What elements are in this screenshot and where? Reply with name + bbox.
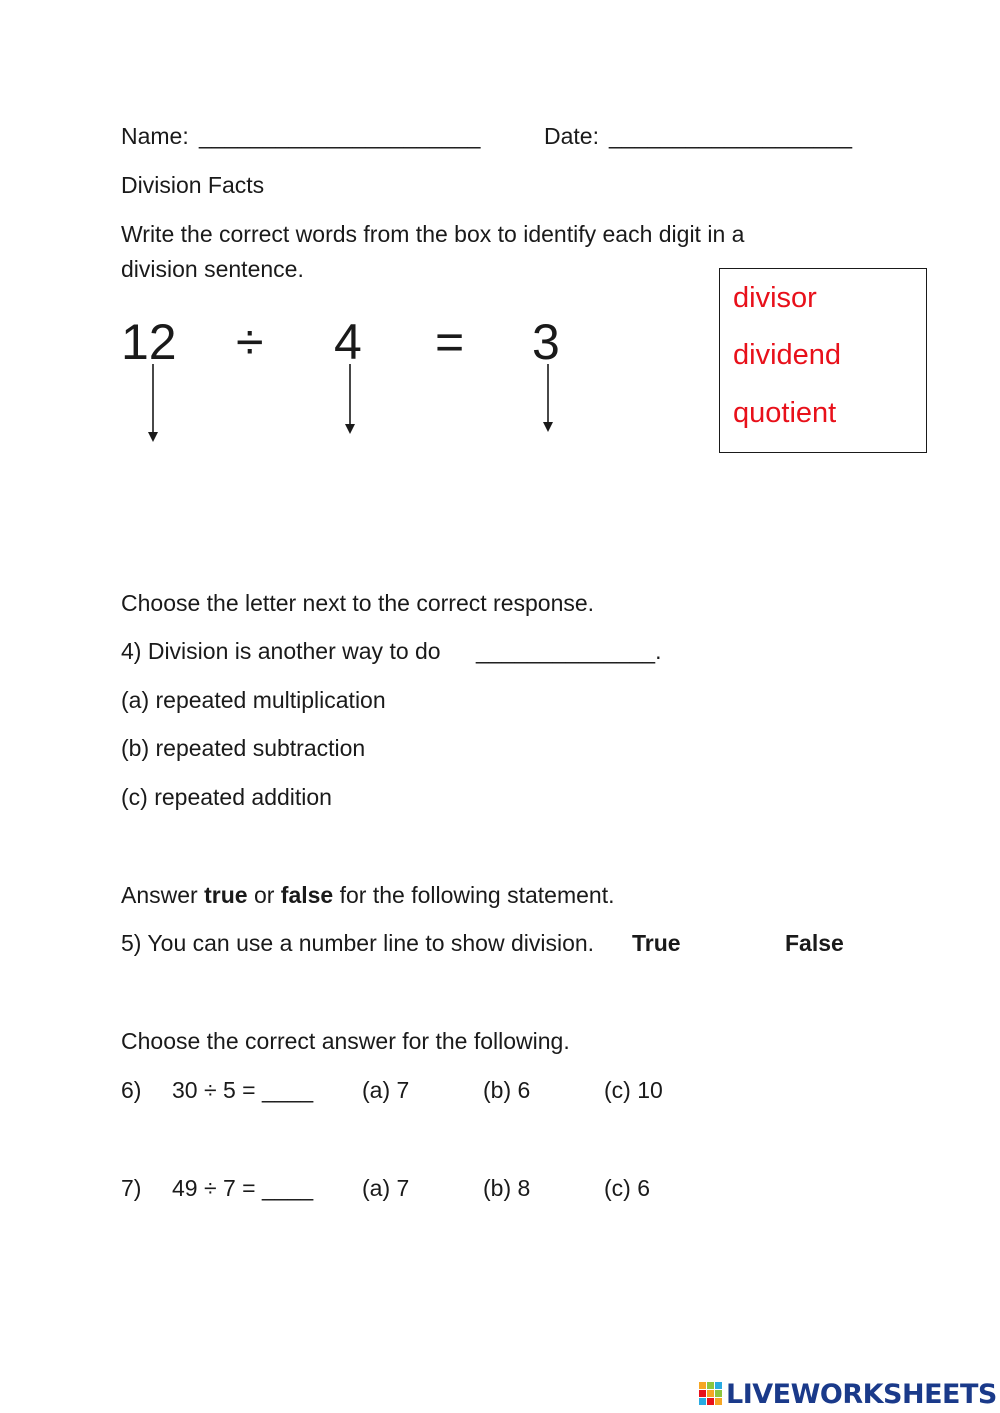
- question-4: 4) Division is another way to do: [121, 638, 441, 664]
- question-7-option-b[interactable]: (b) 8: [483, 1175, 531, 1201]
- name-label: Name:: [121, 123, 189, 149]
- false-option[interactable]: False: [785, 930, 844, 956]
- true-option[interactable]: True: [632, 930, 681, 956]
- question-6-option-a[interactable]: (a) 7: [362, 1077, 410, 1103]
- arrow-down-icon: [145, 364, 161, 444]
- equation-quotient: 3: [532, 314, 560, 370]
- name-field[interactable]: ______________________: [199, 123, 481, 149]
- question-6-number: 6): [121, 1077, 142, 1103]
- word-box: [719, 268, 927, 453]
- question-7-number: 7): [121, 1175, 142, 1201]
- liveworksheets-logo-icon: [698, 1381, 724, 1407]
- instruction-choose-answer: Choose the correct answer for the following.: [121, 1028, 570, 1054]
- option-a[interactable]: (a) repeated multiplication: [121, 687, 386, 713]
- date-field[interactable]: ___________________: [609, 123, 853, 149]
- instruction-true-false: Answer true or false for the following statement.: [121, 882, 615, 908]
- word-quotient[interactable]: quotient: [733, 397, 837, 429]
- question-6-expression: 30 ÷ 5 = ____: [172, 1077, 314, 1103]
- question-5: 5) You can use a number line to show division.: [121, 930, 595, 956]
- page-title: Division Facts: [121, 172, 265, 198]
- question-6-option-c[interactable]: (c) 10: [604, 1077, 663, 1103]
- word-dividend[interactable]: dividend: [733, 339, 842, 371]
- option-b[interactable]: (b) repeated subtraction: [121, 735, 366, 761]
- word-divisor[interactable]: divisor: [733, 282, 817, 314]
- date-label: Date:: [544, 123, 599, 149]
- question-7-option-c[interactable]: (c) 6: [604, 1175, 650, 1201]
- question-7-expression: 49 ÷ 7 = ____: [172, 1175, 314, 1201]
- equation-divide-sign: ÷: [236, 314, 264, 370]
- question-4-blank[interactable]: ______________.: [476, 638, 662, 664]
- arrow-down-icon: [342, 364, 358, 436]
- liveworksheets-logo-text: LIVEWORKSHEETS: [726, 1378, 997, 1410]
- instruction-choose-letter: Choose the letter next to the correct response.: [121, 590, 595, 616]
- arrow-down-icon: [540, 364, 556, 434]
- liveworksheets-logo: [698, 1378, 997, 1410]
- option-c[interactable]: (c) repeated addition: [121, 784, 332, 810]
- question-7-option-a[interactable]: (a) 7: [362, 1175, 410, 1201]
- equation-divisor: 4: [334, 314, 362, 370]
- instruction-line-1: Write the correct words from the box to identify each digit in a: [121, 221, 745, 247]
- instruction-line-2: division sentence.: [121, 256, 304, 282]
- question-6-option-b[interactable]: (b) 6: [483, 1077, 531, 1103]
- equation-dividend: 12: [121, 314, 177, 370]
- equation-equals-sign: =: [435, 314, 465, 370]
